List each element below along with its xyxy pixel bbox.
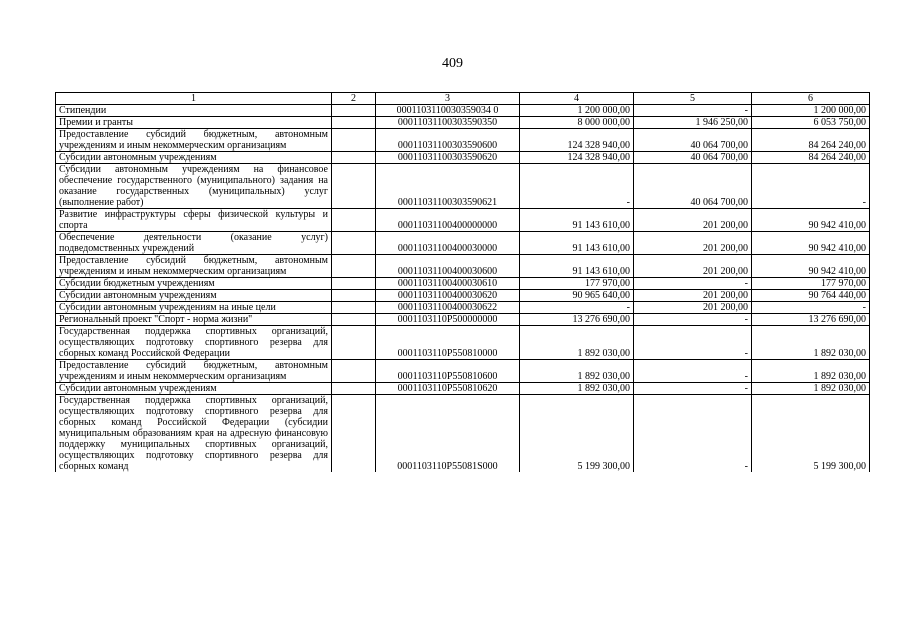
page-number: 409 — [442, 56, 463, 71]
row-value-4: 1 892 030,00 — [520, 360, 634, 383]
row-code: 00011031100303590350 — [376, 117, 520, 129]
row-name: Стипендии — [56, 105, 332, 117]
row-col2 — [332, 383, 376, 395]
row-name: Субсидии автономным учреждениям на финансовое обеспечение государственного (муниципального) задания на оказание государственных (муниципальных) услуг (выполнение работ) — [56, 164, 332, 209]
table-row — [56, 278, 870, 290]
row-col2 — [332, 117, 376, 129]
row-code: 0001103110P550810620 — [376, 383, 520, 395]
row-name: Предоставление субсидий бюджетным, автономным учреждениям и иным некоммерческим организациям — [56, 360, 332, 383]
row-col2 — [332, 326, 376, 360]
row-name: Субсидии бюджетным учреждениям — [56, 278, 332, 290]
row-value-4: 91 143 610,00 — [520, 209, 634, 232]
row-value-6: 1 892 030,00 — [752, 326, 870, 360]
row-name: Предоставление субсидий бюджетным, автономным учреждениям и иным некоммерческим организациям — [56, 129, 332, 152]
row-value-6: 1 892 030,00 — [752, 360, 870, 383]
row-code: 00011031100303590600 — [376, 129, 520, 152]
row-code: 00011031100400030610 — [376, 278, 520, 290]
row-value-4: 1 892 030,00 — [520, 383, 634, 395]
row-value-5: - — [634, 105, 752, 117]
row-code: 00011031100400000000 — [376, 209, 520, 232]
row-value-4: 177 970,00 — [520, 278, 634, 290]
row-col2 — [332, 314, 376, 326]
row-value-5: 201 200,00 — [634, 302, 752, 314]
table-row — [56, 360, 870, 383]
row-value-6: 6 053 750,00 — [752, 117, 870, 129]
row-code: 0001103110P500000000 — [376, 314, 520, 326]
row-value-6: - — [752, 164, 870, 209]
row-col2 — [332, 278, 376, 290]
row-code: 0001103110P550810600 — [376, 360, 520, 383]
row-name: Субсидии автономным учреждениям — [56, 383, 332, 395]
row-name: Государственная поддержка спортивных организаций, осуществляющих подготовку спортивного резерва для сборных команд Российской Федерации (субсидии муниципальным образованиям края на адресную финансовую поддержку муниципальных спортивных организаций, осуществляющих подготовку спортивного резерва для сборных команд — [56, 395, 332, 473]
table-row — [56, 255, 870, 278]
table-row — [56, 232, 870, 255]
row-value-5: - — [634, 326, 752, 360]
row-col2 — [332, 152, 376, 164]
row-code: 00011031100303590620 — [376, 152, 520, 164]
row-code: 00011031100303590621 — [376, 164, 520, 209]
row-name: Государственная поддержка спортивных организаций, осуществляющих подготовку спортивного резерва для сборных команд Российской Федерации — [56, 326, 332, 360]
column-header-5: 5 — [634, 93, 752, 105]
column-header-6: 6 — [752, 93, 870, 105]
row-code: 00011031100400030622 — [376, 302, 520, 314]
column-header-2: 2 — [332, 93, 376, 105]
row-value-5: 201 200,00 — [634, 209, 752, 232]
budget-table — [55, 92, 870, 472]
row-value-5: 201 200,00 — [634, 232, 752, 255]
row-value-4: - — [520, 164, 634, 209]
row-value-4: 1 892 030,00 — [520, 326, 634, 360]
table-row — [56, 164, 870, 209]
row-value-4: 91 143 610,00 — [520, 232, 634, 255]
row-name: Премии и гранты — [56, 117, 332, 129]
row-code: 0001103110030359034 0 — [376, 105, 520, 117]
row-col2 — [332, 164, 376, 209]
column-header-3: 3 — [376, 93, 520, 105]
row-col2 — [332, 302, 376, 314]
row-name: Обеспечение деятельности (оказание услуг) подведомственных учреждений — [56, 232, 332, 255]
row-value-4: 124 328 940,00 — [520, 129, 634, 152]
table-row — [56, 326, 870, 360]
row-value-5: - — [634, 314, 752, 326]
row-name: Предоставление субсидий бюджетным, автономным учреждениям и иным некоммерческим организациям — [56, 255, 332, 278]
row-col2 — [332, 290, 376, 302]
row-value-6: 13 276 690,00 — [752, 314, 870, 326]
table-row — [56, 105, 870, 117]
row-value-6: 90 942 410,00 — [752, 232, 870, 255]
row-name: Субсидии автономным учреждениям — [56, 152, 332, 164]
row-value-4: - — [520, 302, 634, 314]
row-value-5: 1 946 250,00 — [634, 117, 752, 129]
row-value-6: 90 942 410,00 — [752, 209, 870, 232]
row-value-6: 84 264 240,00 — [752, 152, 870, 164]
row-col2 — [332, 209, 376, 232]
row-col2 — [332, 255, 376, 278]
column-header-1: 1 — [56, 93, 332, 105]
row-col2 — [332, 129, 376, 152]
row-code: 0001103110P55081S000 — [376, 395, 520, 473]
row-value-5: - — [634, 395, 752, 473]
row-value-4: 5 199 300,00 — [520, 395, 634, 473]
row-value-6: 90 942 410,00 — [752, 255, 870, 278]
table-row — [56, 302, 870, 314]
table-row — [56, 209, 870, 232]
row-col2 — [332, 105, 376, 117]
row-value-5: 40 064 700,00 — [634, 129, 752, 152]
table-row — [56, 117, 870, 129]
table-row — [56, 129, 870, 152]
row-value-4: 13 276 690,00 — [520, 314, 634, 326]
row-value-4: 90 965 640,00 — [520, 290, 634, 302]
table-row — [56, 395, 870, 473]
row-value-6: 1 200 000,00 — [752, 105, 870, 117]
row-name: Субсидии автономным учреждениям — [56, 290, 332, 302]
row-value-5: 201 200,00 — [634, 255, 752, 278]
row-value-5: 40 064 700,00 — [634, 152, 752, 164]
table-row — [56, 290, 870, 302]
table-header-row — [56, 93, 870, 105]
row-value-6: 84 264 240,00 — [752, 129, 870, 152]
row-value-6: - — [752, 302, 870, 314]
row-value-5: 40 064 700,00 — [634, 164, 752, 209]
row-value-6: 5 199 300,00 — [752, 395, 870, 473]
row-code: 00011031100400030620 — [376, 290, 520, 302]
row-code: 0001103110P550810000 — [376, 326, 520, 360]
row-col2 — [332, 395, 376, 473]
row-value-5: - — [634, 278, 752, 290]
row-value-6: 177 970,00 — [752, 278, 870, 290]
table-row — [56, 152, 870, 164]
row-name: Развитие инфраструктуры сферы физической культуры и спорта — [56, 209, 332, 232]
row-value-4: 91 143 610,00 — [520, 255, 634, 278]
row-name: Субсидии автономным учреждениям на иные цели — [56, 302, 332, 314]
row-value-4: 1 200 000,00 — [520, 105, 634, 117]
row-code: 00011031100400030000 — [376, 232, 520, 255]
row-value-4: 8 000 000,00 — [520, 117, 634, 129]
row-code: 00011031100400030600 — [376, 255, 520, 278]
row-value-5: - — [634, 383, 752, 395]
row-name: Региональный проект "Спорт - норма жизни" — [56, 314, 332, 326]
row-value-6: 90 764 440,00 — [752, 290, 870, 302]
row-value-6: 1 892 030,00 — [752, 383, 870, 395]
row-value-5: 201 200,00 — [634, 290, 752, 302]
table-row — [56, 314, 870, 326]
row-value-4: 124 328 940,00 — [520, 152, 634, 164]
table-row — [56, 383, 870, 395]
row-col2 — [332, 360, 376, 383]
row-col2 — [332, 232, 376, 255]
column-header-4: 4 — [520, 93, 634, 105]
row-value-5: - — [634, 360, 752, 383]
